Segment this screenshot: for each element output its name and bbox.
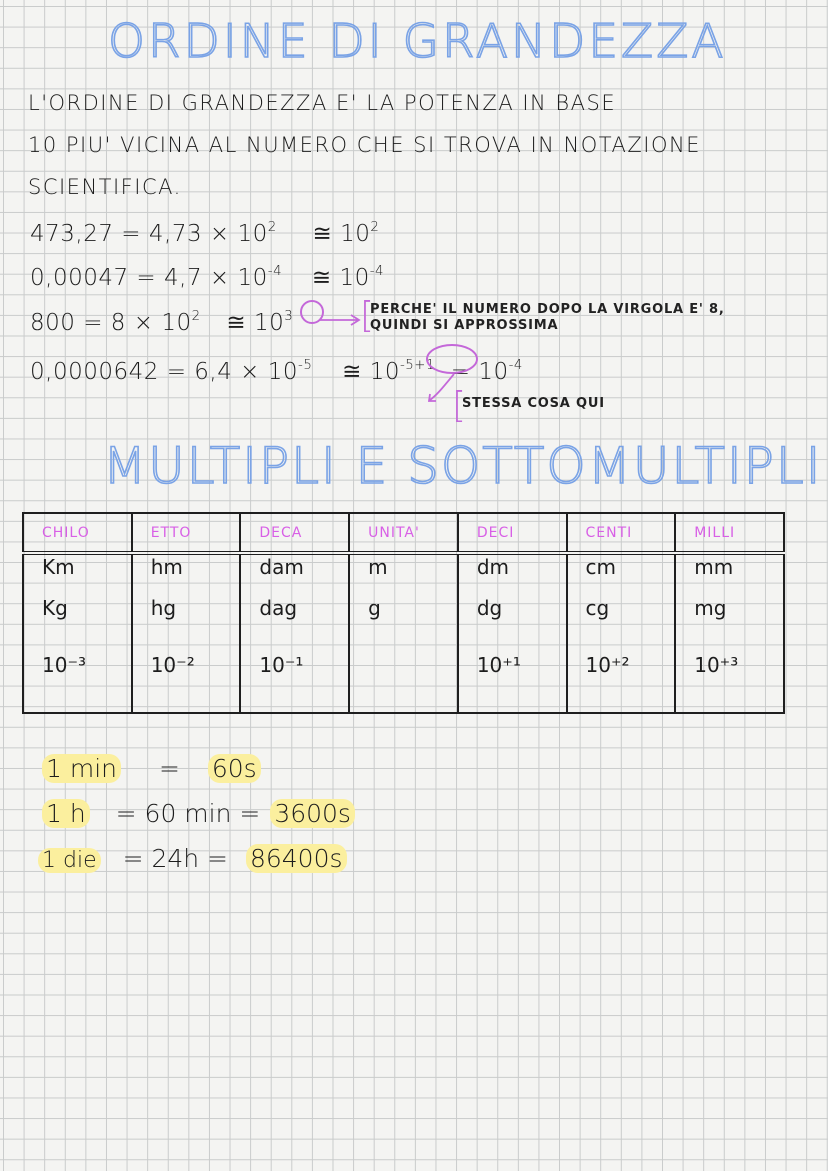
example-number: 0,0000642 = [30,359,187,385]
table-row [23,553,784,596]
time-value: 86400s [246,844,347,873]
table-cell: 10⁺¹ [458,653,567,713]
example-approx: ≅ 10 [311,265,370,291]
definition-line: 10 PIU' VICINA AL NUMERO CHE SI TROVA IN NOTAZIONE [28,133,701,157]
column-header: DECI [458,513,567,553]
example-result-exponent: -4 [508,358,523,373]
example-approx: ≅ 10 [342,359,400,385]
page-title: ORDINE DI GRANDEZZA [108,14,727,68]
table-cell: 10⁻² [132,653,241,713]
example-row [30,264,384,291]
table-cell: dag [240,596,349,653]
table-cell: mg [675,596,784,653]
example-exponent: -5 [298,358,313,373]
table-cell: 10⁻³ [23,653,132,713]
table-cell: Kg [23,596,132,653]
time-value: 60s [208,754,261,783]
example-exponent: 2 [267,220,277,235]
example-scientific: 4,7 × 10 [164,265,268,291]
table-cell: hg [132,596,241,653]
table-row [23,653,784,713]
table-cell: hm [132,553,241,596]
section-title: MULTIPLI E SOTTOMULTIPLI [103,437,823,495]
example-number: 800 = [30,310,103,336]
time-row-minute [42,754,261,783]
table-cell: Km [23,553,132,596]
highlight-circle [426,344,478,374]
example-scientific: 6,4 × 10 [194,359,299,385]
table-cell: 10⁺² [567,653,676,713]
example-number: 473,27 = [30,221,142,247]
table-cell: mm [675,553,784,596]
table-cell [349,653,458,713]
bracket-icon: [ [452,385,467,426]
time-value: 3600s [270,799,355,828]
column-header: UNITA' [349,513,458,553]
time-row-hour [42,799,355,828]
table-cell: cm [567,553,676,596]
example-approx-exponent: 2 [370,220,380,235]
definition-line: SCIENTIFICA. [28,175,182,199]
example-number: 0,00047 = [30,265,157,291]
example-row [30,309,293,336]
table-cell: m [349,553,458,596]
time-row-day [38,844,347,873]
time-label: 1 min [42,754,121,783]
note-stessa: STESSA COSA QUI [462,396,605,411]
arrow-icon [318,312,366,328]
time-equals: = 24h = [122,844,229,873]
example-exponent: -4 [267,264,283,279]
example-approx: ≅ 10 [312,221,371,247]
column-header: CENTI [567,513,676,553]
example-approx-exponent: -4 [369,264,385,279]
example-row [30,220,379,247]
table-row [23,596,784,653]
table-header-row [23,513,784,553]
column-header: MILLI [675,513,784,553]
table-cell: dg [458,596,567,653]
time-label: 1 h [42,799,90,828]
table-cell: 10⁺³ [675,653,784,713]
table-cell: 10⁻¹ [240,653,349,713]
column-header: ETTO [132,513,241,553]
column-header: CHILO [23,513,132,553]
example-scientific: 8 × 10 [110,310,192,336]
example-result: = 10 [450,359,509,385]
bracket-icon: [ [360,295,375,336]
units-table [22,512,785,714]
example-approx-exponent: -5+1 [400,358,435,373]
table-cell: dam [240,553,349,596]
note-line: PERCHE' IL NUMERO DOPO LA VIRGOLA E' 8, [370,302,725,317]
example-exponent: 2 [191,309,201,324]
example-approx: ≅ 10 [226,310,285,336]
table-cell: dm [458,553,567,596]
table-cell: cg [567,596,676,653]
example-scientific: 4,73 × 10 [148,221,268,247]
note-line: QUINDI SI APPROSSIMA [370,318,559,333]
example-approx-exponent: 3 [284,309,294,324]
table-cell: g [349,596,458,653]
definition-text [28,82,808,208]
time-label: 1 die [38,848,101,873]
note-perche [370,302,725,334]
column-header: DECA [240,513,349,553]
definition-line: L'ORDINE DI GRANDEZZA E' LA POTENZA IN BASE [28,91,617,115]
time-equals: = 60 min = [115,799,261,828]
time-equals: = [158,754,180,783]
